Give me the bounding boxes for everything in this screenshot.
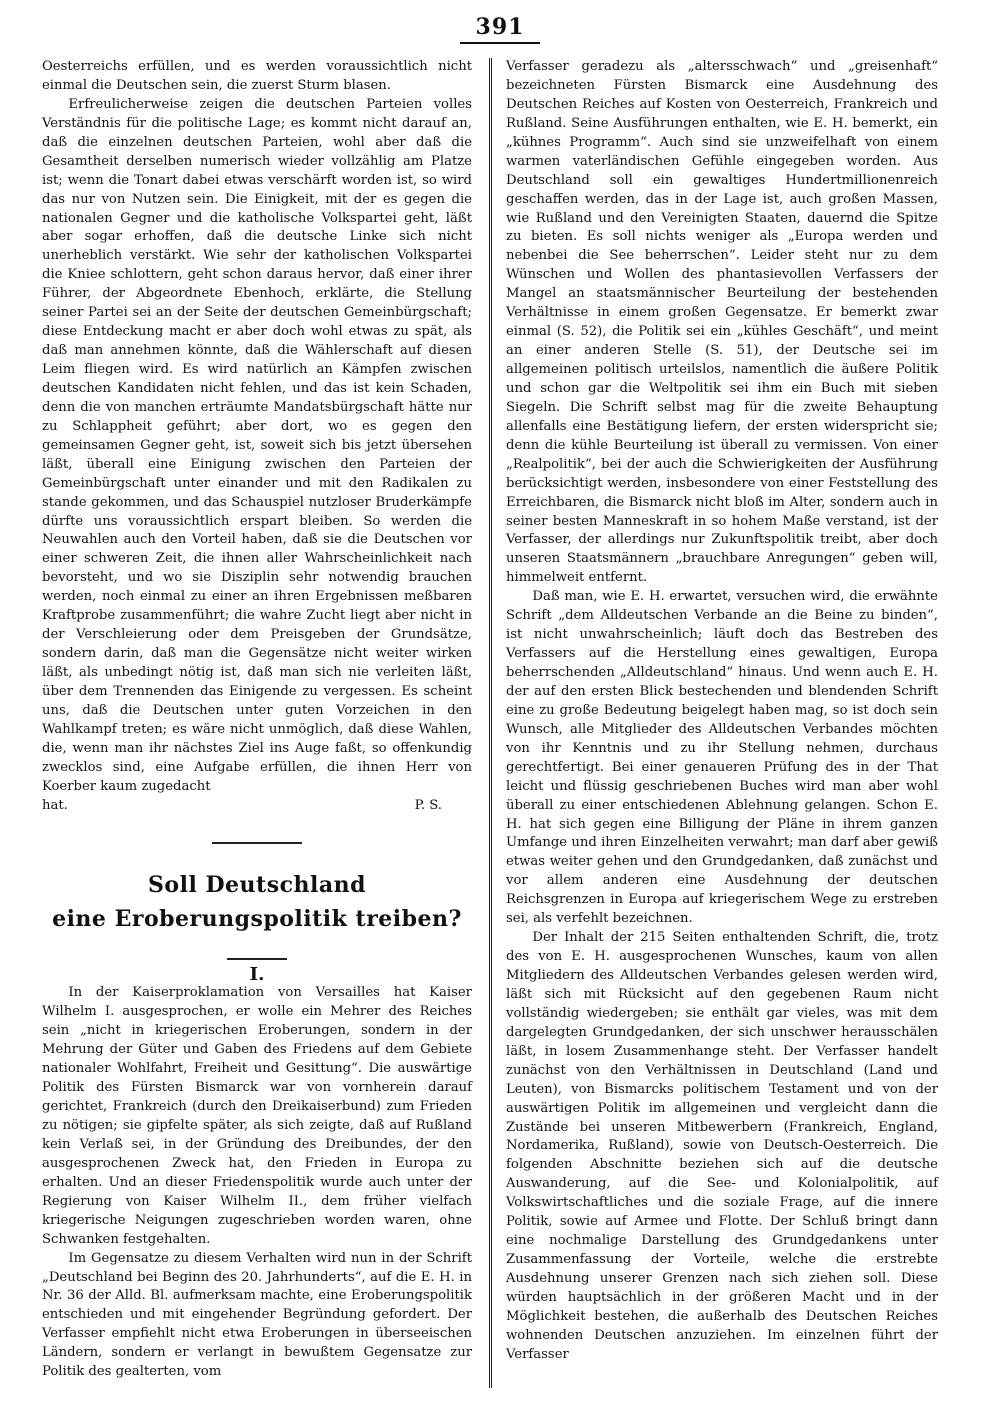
article-title-line-2: eine Eroberungspolitik treiben?	[52, 905, 462, 932]
article-title-line-1: Soll Deutschland	[148, 871, 366, 898]
part-numeral: I.	[249, 963, 265, 985]
author-signature: P. S.	[414, 797, 442, 813]
page-number: 391	[460, 14, 540, 44]
section-divider	[212, 842, 302, 844]
paragraph: Der Inhalt der 215 Seiten enthaltenden Schrift, die, trotz des von E. H. ausgesprochenen Wunsches, kaum von allen Mitgliedern des Alldeutschen Verbandes gelesen werden wird, läßt sich mit Rücksicht auf den gegebenen Raum nicht vollständig wiedergeben; sie enthält gar vieles, was mit dem dargelegten Grundgedanken, der sich unschwer herausschälen läßt, in losem Zusammenhange steht. Der Verfasser handelt zunächst von den Verhältnissen in Deutschland (Land und Leuten), von Bismarcks politischem Testament und von der auswärtigen Politik im allgemeinen und vergleicht dann die Zustände bei unseren Mitbewerbern (Frankreich, England, Nordamerika, Rußland), sowie von Deutsch-Oesterreich. Die folgenden Abschnitte beziehen sich auf die deutsche Auswanderung, auf die See- und Kolonialpolitik, auf Volkswirtschaftliches und die soziale Frage, auf die innere Politik, sowie auf Armee und Flotte. Der Schluß bringt dann eine nochmalige Darstellung des Grundgedankens unter Zusammenfassung der Vorteile, welche die erstrebte Ausdehnung unserer Grenzen nach sich ziehen soll. Diese würden hauptsächlich in der größeren Macht und in der Möglichkeit bestehen, die außerhalb des Deutschen Reiches wohnenden Deutschen anzuziehen. Im einzelnen führt der Verfasser	[506, 930, 938, 1362]
left-column	[42, 58, 472, 1382]
column-divider	[489, 58, 492, 1388]
right-column	[506, 58, 938, 1365]
title-divider	[227, 958, 287, 960]
article-signature-line	[42, 797, 472, 816]
paragraph: Erfreulicherweise zeigen die deutschen Parteien volles Verständnis für die politische Lage; es kommt nicht darauf an, daß die einzelnen deutschen Parteien, wohl aber daß die Gesamtheit derselben numerisch wieder vollzählig am Platze ist; wenn die Tonart dabei etwas verschärft worden ist, so wird das nur von Nutzen sein. Die Einigkeit, mit der es gegen die nationalen Gegner und die katholische Volkspartei geht, läßt aber sogar erhoffen, daß die deutsche Linke sich nicht unerheblich verstärkt. Wie sehr der katholischen Volkspartei die Kniee schlottern, geht schon daraus hervor, daß einer ihrer Führer, der Abgeordnete Ebenhoch, erklärte, die Stellung seiner Partei sei an der Seite der deutschen Gemeinbürgschaft; diese Entdeckung macht er aber doch wohl etwas zu spät, als daß man annehmen könnte, daß die Wählerschaft auf diesen Leim fliegen wird. Es wird natürlich an Kämpfen zwischen deutschen Kandidaten nicht fehlen, und das ist kein Schaden, denn die von manchen erträumte Mandatsbürgschaft hätte nur zu Schlappheit geführt; aber dort, wo es gegen den gemeinsamen Gegner geht, ist, soweit sich bis jetzt übersehen läßt, überall eine Einigung zwischen den Parteien der Gemeinbürgschaft unter einander und mit den Radikalen zu stande gekommen, und das Schauspiel nutzloser Bruderkämpfe dürfte uns voraussichtlich erspart bleiben. So werden die Neuwahlen auch den Vorteil haben, daß sie die Deutschen vor einer schweren Zeit, die ihnen aller Wahrscheinlichkeit nach bevorsteht, und wo sie Disziplin sehr notwendig brauchen werden, noch einmal zu einer an ihren Ergebnissen meßbaren Kraftprobe zusammenführt; die wahre Zucht liegt aber nicht in der Verschleierung oder dem Preisgeben der Grundsätze, sondern darin, daß man die Gegensätze nicht weiter wirken läßt, als unbedingt nötig ist, daß man sich nie verleiten läßt, über dem Trennenden das Einigende zu vergessen. Es scheint uns, daß die Deutschen unter guten Vorzeichen in den Wahlkampf treten; es wäre nicht unmöglich, daß diese Wahlen, die, wenn man ihr nächstes Ziel ins Auge faßt, so offenkundig zwecklos sind, eine Aufgabe erfüllen, die ihnen Herr von Koerber kaum zugedacht	[42, 96, 472, 794]
paragraph: Verfasser geradezu als „altersschwach“ und „greisenhaft“ bezeichneten Fürsten Bismarck eine Ausdehnung des Deutschen Reiches auf Kosten von Oesterreich, Frankreich und Rußland. Seine Ausführungen enthalten, wie E. H. bemerkt, ein „kühnes Programm“. Auch sind sie unzweifelhaft von einem warmen vaterländischen Gefühle eingegeben worden. Aus Deutschland soll ein gewaltiges Hundertmillionenreich geschaffen werden, das in der Lage ist, auch großen Massen, wie Rußland und den Vereinigten Staaten, dauernd die Spitze zu bieten. Es soll nichts weniger als „Europa werden und nebenbei die See beherrschen“. Leider steht nur zu dem Wünschen und Wollen des phantasievollen Verfassers der Mangel an staatsmännischer Beurteilung der bestehenden Verhältnisse in einem großen Gegensatze. Er bemerkt zwar einmal (S. 52), die Politik sei ein „kühles Geschäft“, und meint an einer anderen Stelle (S. 51), der Deutsche sei im allgemeinen politisch urteilslos, namentlich die äußere Politik und schon gar die Weltpolitik sei ihm ein Buch mit sieben Siegeln. Die Schrift selbst mag für die zweite Behauptung allenfalls eine Bestätigung liefern, der ersten widerspricht sie; denn die kühle Beurteilung ist überall zu vermissen. Von einer „Realpolitik“, bei der auch die Schwierigkeiten der Ausführung berücksichtigt werden, insbesondere von einer Feststellung des Erreichbaren, die Bismarck nicht bloß im Alter, sondern auch in seiner besten Manneskraft in so hohem Maße verstand, ist der Verfasser, der allerdings nur Zukunftspolitik treibt, aber doch unseren Staatsmännern „brauchbare Anregungen“ geben will, himmelweit entfernt.	[506, 59, 938, 586]
closing-word: hat.	[42, 797, 68, 813]
paragraph: Daß man, wie E. H. erwartet, versuchen wird, die erwähnte Schrift „dem Alldeutschen Verbande an die Beine zu binden“, ist nicht unwahrscheinlich; läuft doch das Bestreben des Verfassers auf die Herstellung eines gewaltigen, Europa beherrschenden „Alldeutschland“ hinaus. Und wenn auch E. H. der auf den ersten Blick bestechenden und blendenden Schrift eine zu große Bedeutung beigelegt haben mag, so ist doch sein Wunsch, alle Mitglieder des Alldeutschen Verbandes möchten von ihr Kenntnis und zu ihr Stellung nehmen, durchaus gerechtfertigt. Bei einer genaueren Prüfung des in der That leicht und flüssig geschriebenen Buches wird man aber wohl überall zu einer entschiedenen Ablehnung gelangen. Schon E. H. hat sich gegen eine Billigung der Pläne in ihrem ganzen Umfange und ihren Einzelheiten verwahrt; man darf aber gewiß etwas weiter gehen und den Grundgedanken, daß zunächst und vor allem anderen eine Ausdehnung der deutschen Reichsgrenzen in Europa auf kriegerischem Wege zu erstreben sei, als verfehlt bezeichnen.	[506, 589, 938, 927]
paragraph: Im Gegensatze zu diesem Verhalten wird nun in der Schrift „Deutschland bei Beginn des 20. Jahrhunderts“, auf die E. H. in Nr. 36 der Alld. Bl. aufmerksam machte, eine Eroberungspolitik entschieden und mit eingehender Begründung gefordert. Der Verfasser empfiehlt nicht etwa Eroberungen in überseeischen Ländern, sondern er verlangt in bewußtem Gegensatze zur Politik des gealterten, vom	[42, 1250, 472, 1380]
paragraph: In der Kaiserproklamation von Versailles hat Kaiser Wilhelm I. ausgesprochen, er wolle ein Mehrer des Reiches sein „nicht in kriegerischen Eroberungen, sondern in der Mehrung der Güter und Gaben des Friedens auf dem Gebiete nationaler Wohlfahrt, Freiheit und Gesittung“. Die auswärtige Politik des Fürsten Bismarck war von vornherein darauf gerichtet, Frankreich (durch den Dreikaiserbund) zum Frieden zu nötigen; sie gipfelte später, als sich zeigte, daß auf Rußland kein Verlaß sei, in der Gründung des Dreibundes, der den ausgesprochenen Zweck hat, den Frieden in Europa zu erhalten. Und an dieser Friedenspolitik wurde auch unter der Regierung von Kaiser Wilhelm II., dem früher vielfach kriegerische Neigungen zugeschrieben worden waren, ohne Schwanken festgehalten.	[42, 985, 472, 1247]
paragraph: Oesterreichs erfüllen, und es werden voraussichtlich nicht einmal die Deutschen sein, die zuerst Sturm blasen.	[42, 59, 472, 93]
